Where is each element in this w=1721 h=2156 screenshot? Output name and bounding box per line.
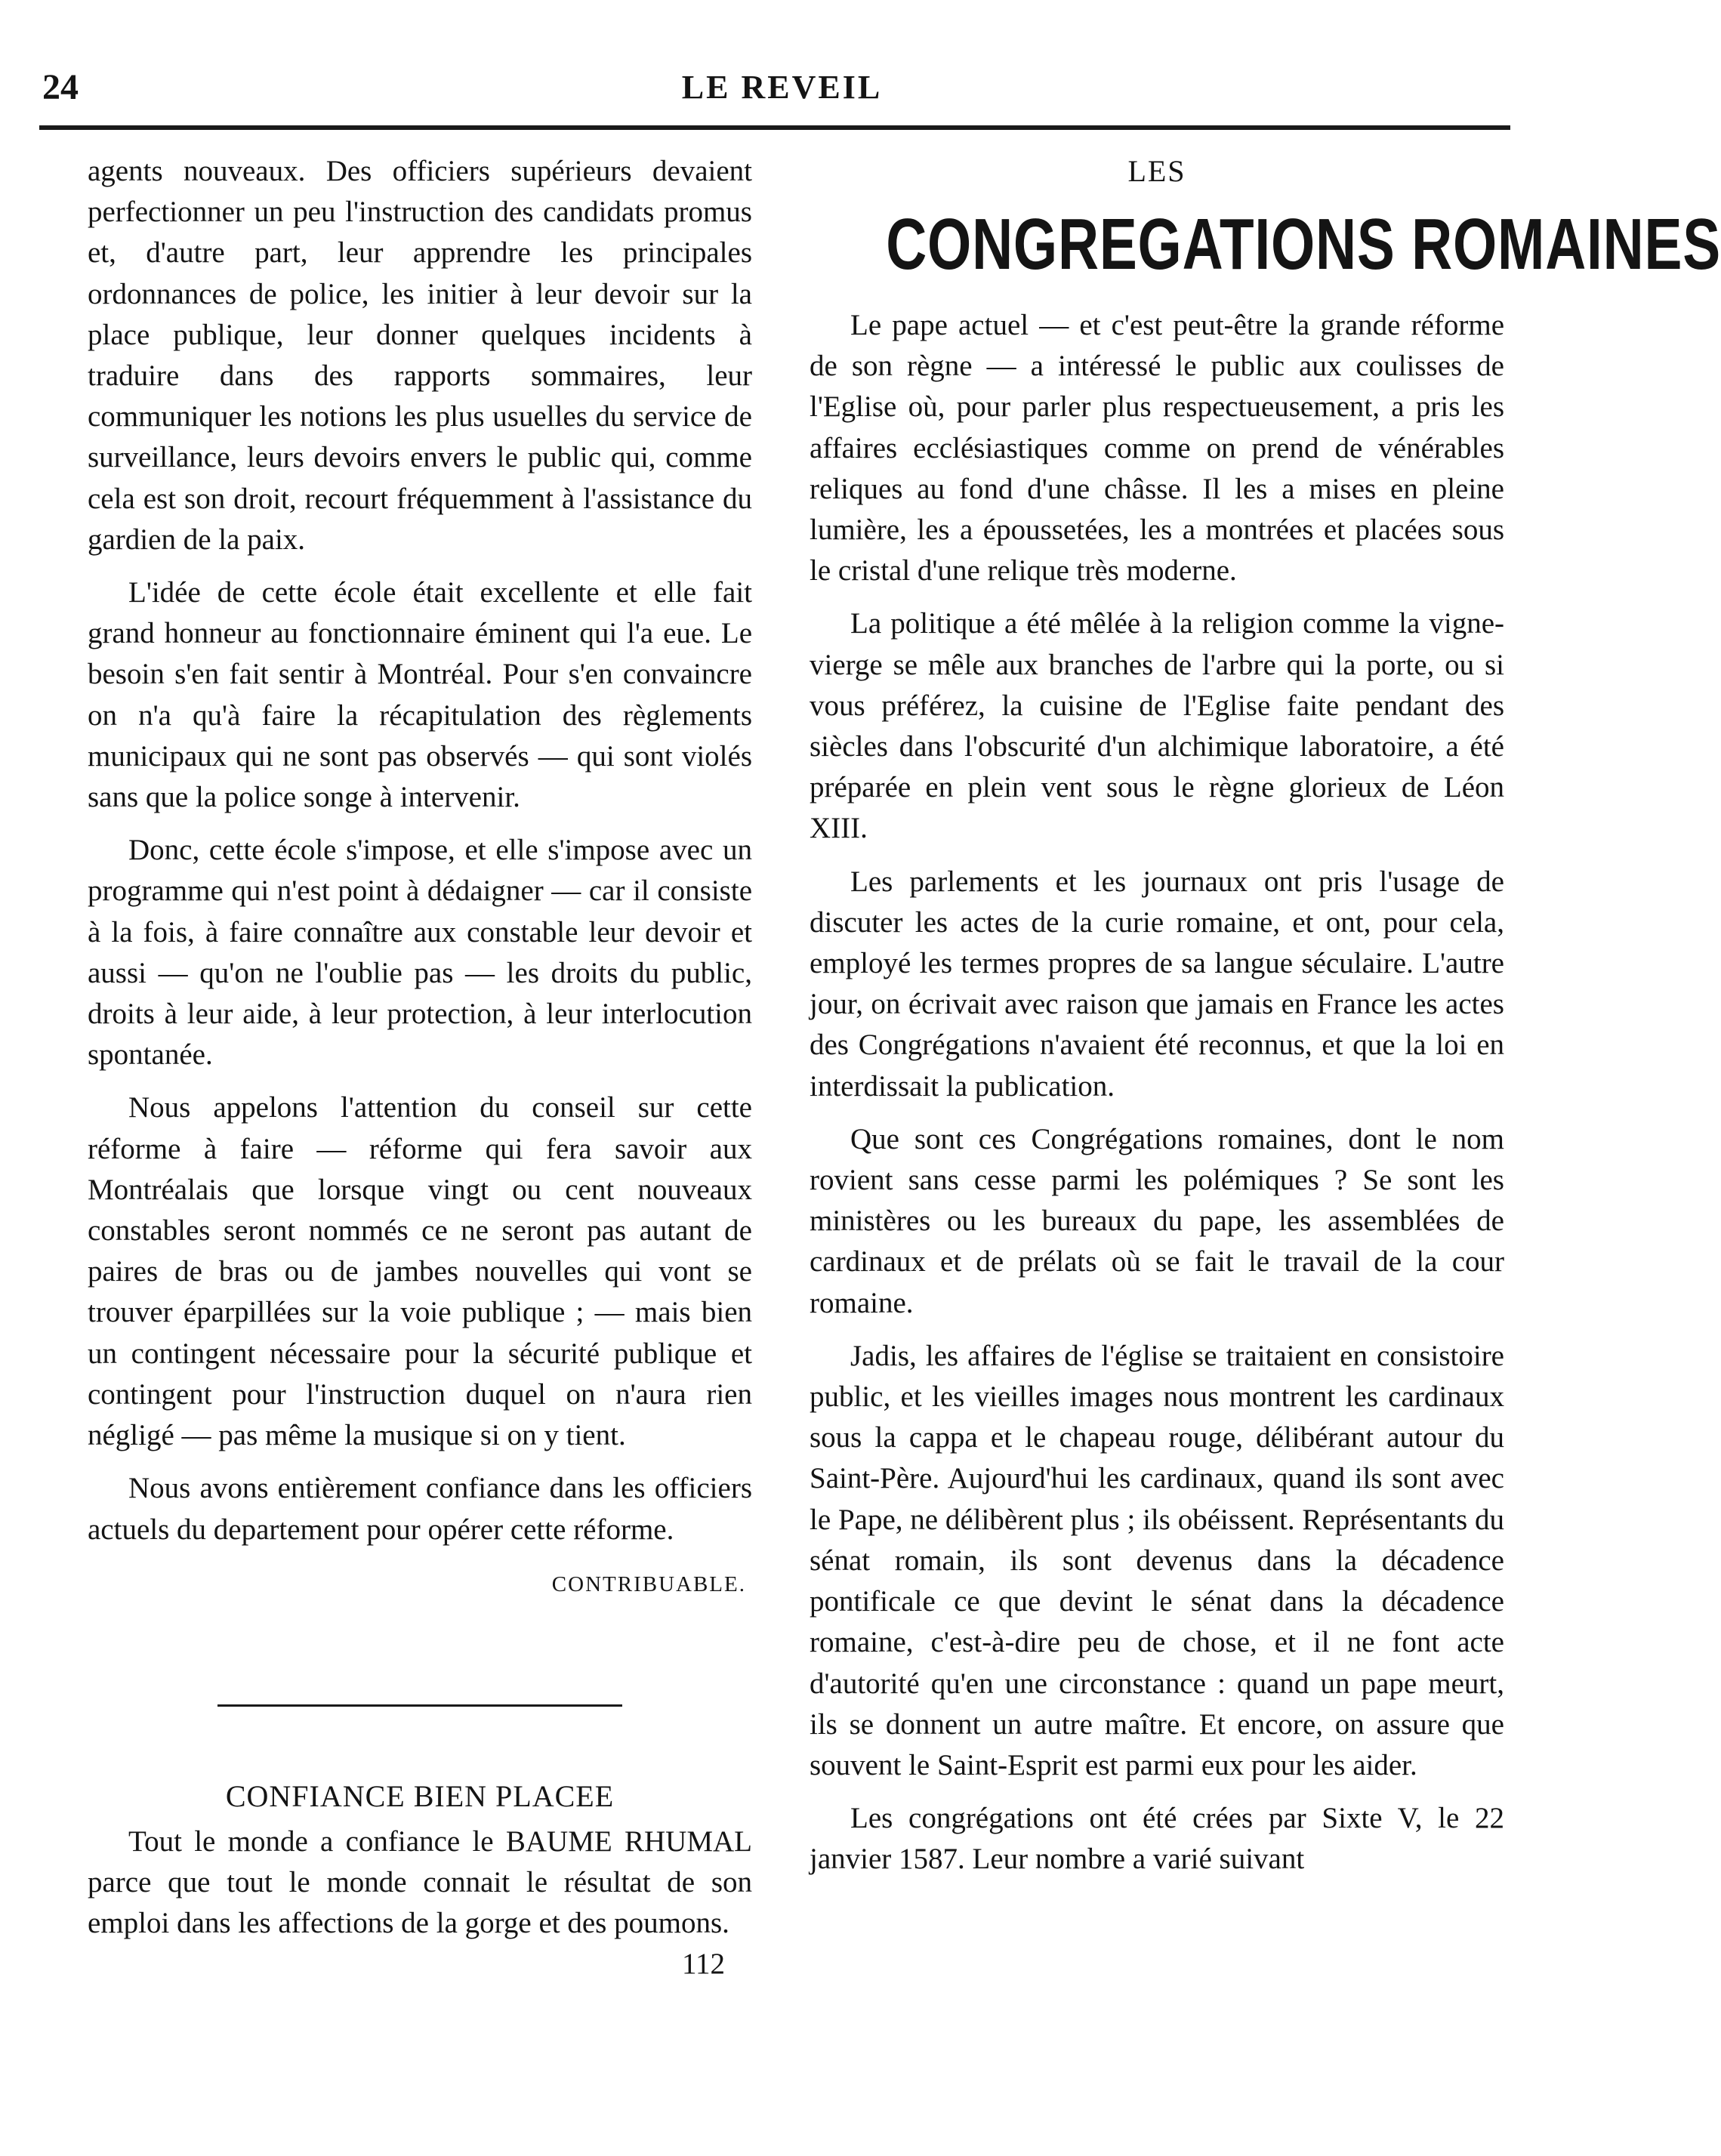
masthead-title: LE REVEIL: [681, 69, 883, 106]
article-paragraph: La politique a été mêlée à la religion comme la vigne-vierge se mêle aux branches de l'arbre qui la porte, ou si vous préférez, la cuisine de l'Eglise faite pendant des siècles dans l'obscurité d'un alchimique laboratoire, a été préparée en plein vent sous le règne glorieux de Léon XIII.: [810, 607, 1504, 845]
article-kicker: LES: [1127, 154, 1186, 188]
ad-text: Tout le monde a confiance le BAUME RHUMAL parce que tout le monde connait le résultat de son emploi dans les affections de la gorge et des poumons.: [88, 1824, 752, 1940]
article-paragraph: Les parlements et les journaux ont pris l'usage de discuter les actes de la curie romaine, et ont, pour cela, employé les termes propres de sa langue séculaire. L'autre jour, on écrivait avec raison que jamais en France les actes des Congrégations n'avaient été reconnus, et que la loi en interdissait la publication.: [810, 865, 1504, 1103]
left-column: [88, 151, 752, 1985]
article-paragraph: Donc, cette école s'impose, et elle s'impose avec un programme qui n'est point à dédaigner — car il consiste à la fois, à faire connaître aux constable leur devoir et aussi — qu'on ne l'oublie pas — les droits du public, droits à leur aide, à leur protection, à leur interlocution spontanée.: [88, 834, 752, 1072]
article-paragraph: Jadis, les affaires de l'église se traitaient en consistoire public, et les vieilles images nous montrent les cardinaux sous la cappa et le chapeau rouge, délibérant autour du Saint-Père. Aujourd'hui les cardinaux, quand ils sont avec le Pape, ne délibèrent plus ; ils obéissent. Représentants du sénat romain, ils sont devenus dans la décadence pontificale ce que devint le sénat dans la décadence romaine, c'est-à-dire peu de chose, et il ne font acte d'autorité qu'en une circonstance : quand un pape meurt, ils se donnent un autre maître. Et encore, on assure que souvent le Saint-Esprit est parmi eux pour les aider.: [810, 1339, 1504, 1781]
article-paragraph: Nous appelons l'attention du conseil sur cette réforme à faire — réforme qui fera savoir aux Montréalais que lorsque vingt ou cent nouveaux constables seront nommés ce ne seront pas autant de paires de bras ou de jambes nouvelles qui vont se trouver éparpillées sur la voie publique ; — mais bien un contingent nécessaire pour la sécurité publique et contingent pour l'instruction duquel on n'aura rien négligé — pas même la musique si on y tient.: [88, 1091, 752, 1452]
article-headline: CONGREGATIONS ROMAINES: [886, 204, 1721, 285]
article-paragraph: Le pape actuel — et c'est peut-être la grande réforme de son règne — a intéressé le public aux coulisses de l'Eglise où, pour parler plus respectueusement, a pris les affaires ecclésiastiques comme on prend de vénérables reliques au fond d'une châsse. Il les a mises en pleine lumière, les a époussetées, les a montrées et placées sous le cristal d'une relique très moderne.: [810, 309, 1504, 588]
page-number: 24: [42, 67, 79, 107]
header-rule: [39, 125, 1510, 130]
article-paragraph: Que sont ces Congrégations romaines, dont le nom rovient sans cesse parmi les polémiques ? Se sont les ministères ou les bureaux du pape, les assemblées de cardinaux et de prélats où se fait le travail de la cour romaine.: [810, 1122, 1504, 1319]
article-paragraph: Les congrégations ont été crées par Sixte V, le 22 janvier 1587. Leur nombre a varié suivant: [810, 1802, 1504, 1876]
article-paragraph: Nous avons entièrement confiance dans les officiers actuels du departement pour opérer cette réforme.: [88, 1472, 752, 1546]
section-divider: [217, 1704, 622, 1707]
ad-body: [88, 1821, 752, 1981]
article-signature: CONTRIBUABLE.: [551, 1572, 746, 1596]
right-column: [810, 151, 1721, 1892]
article-paragraph: L'idée de cette école était excellente et elle fait grand honneur au fonctionnaire éminent qui l'a eue. Le besoin s'en fait sentir à Montréal. Pour s'en convaincre on n'a qu'à faire la récapitulation des règlements municipaux qui ne sont pas observés — qui sont violés sans que la police songe à intervenir.: [88, 576, 752, 814]
ad-reference-number: 112: [681, 1948, 725, 1981]
article-paragraph: agents nouveaux. Des officiers supérieurs devaient perfectionner un peu l'instruction des candidats promus et, d'autre part, leur apprendre les principales ordonnances de police, les initier à leur devoir sur la place publique, leur donner quelques incidents à traduire dans des rapports sommaires, leur communiquer les notions les plus usuelles du service de surveillance, leurs devoirs envers le public qui, comme cela est son droit, recourt fréquemment à l'assistance du gardien de la paix.: [88, 155, 752, 556]
ad-title: CONFIANCE BIEN PLACEE: [225, 1778, 615, 1813]
